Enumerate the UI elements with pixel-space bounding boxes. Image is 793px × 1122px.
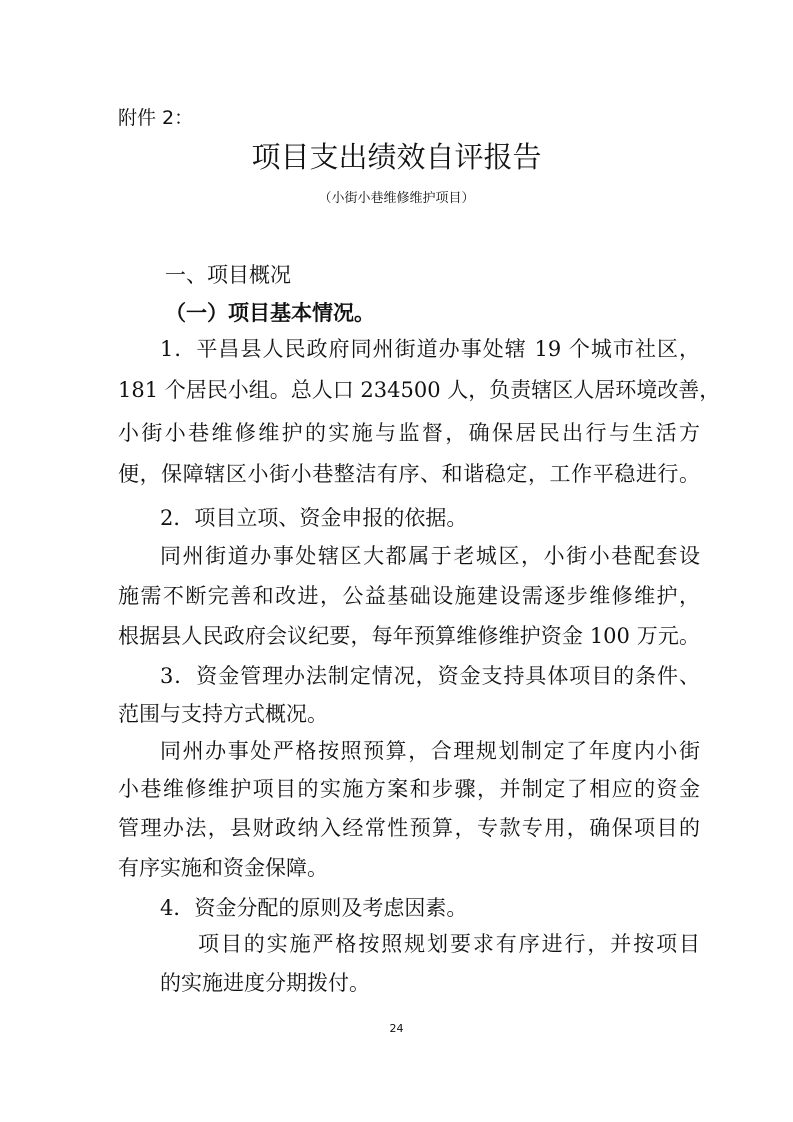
page-number: 24 <box>389 1022 404 1035</box>
paragraph-line: 根据县人民政府会议纪要，每年预算维修维护资金 100 万元。 <box>118 624 700 648</box>
paragraph-line: 管理办法，县财政纳入经常性预算，专款专用，确保项目的 <box>118 816 700 840</box>
section-heading: 一、项目概况 <box>165 263 291 287</box>
paragraph-line: 1．平昌县人民政府同州街道办事处辖 19 个城市社区， <box>160 337 700 361</box>
attachment-label: 附件 2： <box>118 107 194 129</box>
paragraph-line: 的实施进度分期拨付。 <box>160 971 370 995</box>
paragraph-line: 181 个居民小组。总人口 234500 人，负责辖区人居环境改善， <box>118 378 721 402</box>
paragraph-line: 同州街道办事处辖区大都属于老城区，小街小巷配套设 <box>160 544 700 568</box>
paragraph-line: 同州办事处严格按照预算，合理规划制定了年度内小街 <box>160 739 700 763</box>
paragraph-heading: 2．项目立项、资金申报的依据。 <box>160 506 468 530</box>
paragraph-line: 项目的实施严格按照规划要求有序进行，并按项目 <box>198 932 700 956</box>
paragraph-heading: 4．资金分配的原则及考虑因素。 <box>160 896 468 920</box>
paragraph-heading: 3．资金管理办法制定情况，资金支持具体项目的条件、 <box>160 664 700 688</box>
paragraph-line: 施需不断完善和改进，公益基础设施建设需逐步维修维护， <box>118 584 700 608</box>
paragraph-line: 有序实施和资金保障。 <box>118 856 328 880</box>
paragraph-line: 小街小巷维修维护的实施与监督，确保居民出行与生活方 <box>118 421 700 445</box>
document-title: 项目支出绩效自评报告 <box>251 140 542 174</box>
paragraph-line: 小巷维修维护项目的实施方案和步骤，并制定了相应的资金 <box>118 777 700 801</box>
document-subtitle: （小街小巷维修维护项目） <box>318 191 475 206</box>
paragraph-line: 便，保障辖区小街小巷整洁有序、和谐稳定，工作平稳进行。 <box>118 462 700 486</box>
subsection-heading: （一）项目基本情况。 <box>165 301 375 325</box>
paragraph-line: 范围与支持方式概况。 <box>118 702 328 726</box>
